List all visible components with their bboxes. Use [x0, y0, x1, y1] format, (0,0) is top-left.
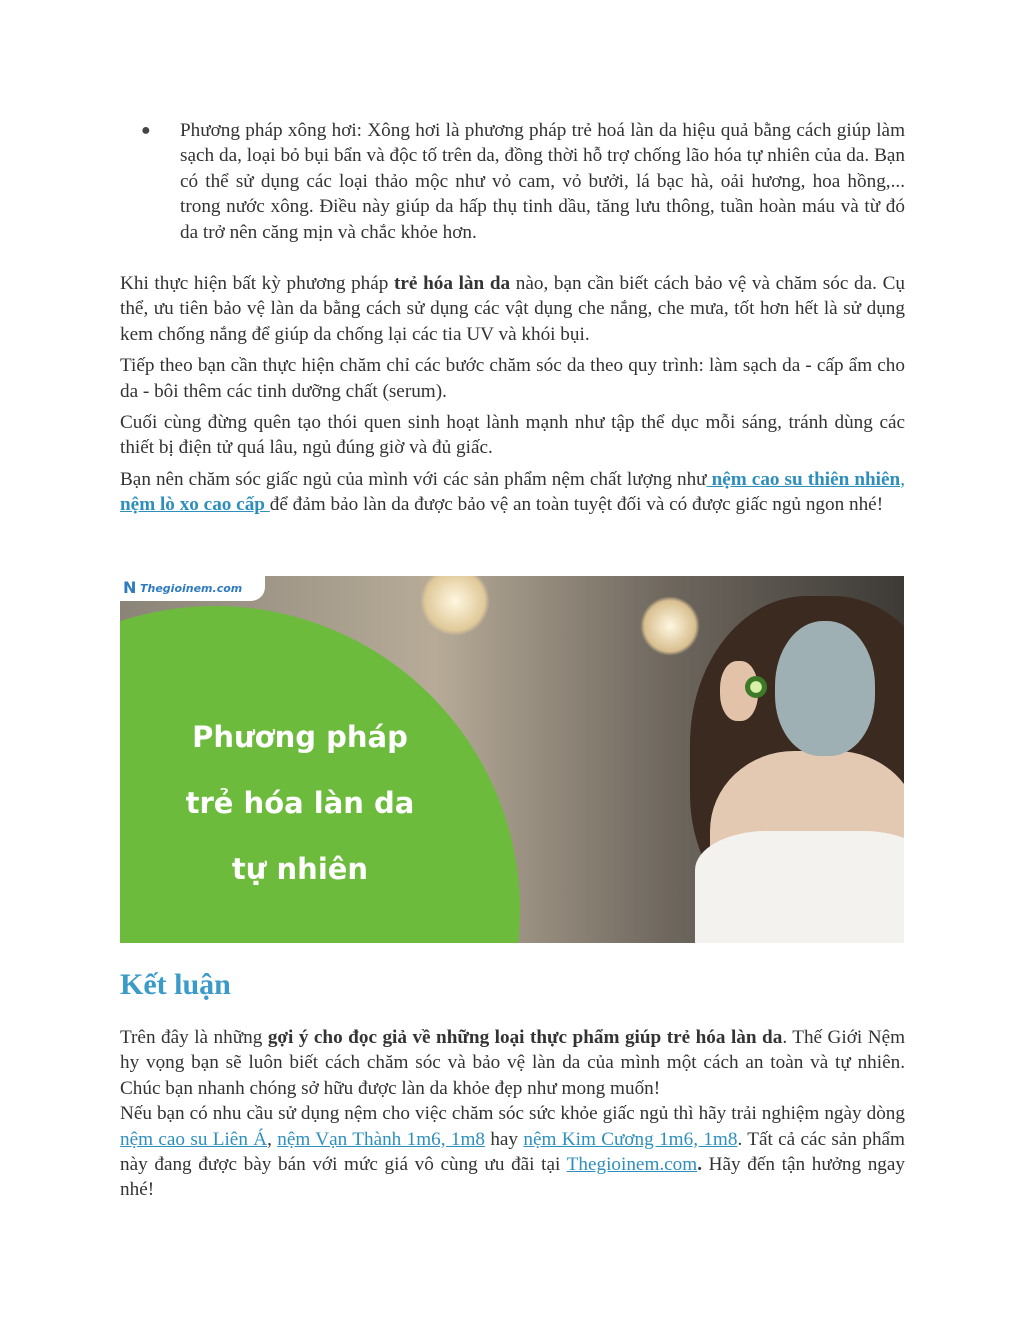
lamp-light: [420, 576, 490, 636]
link-thegioinem[interactable]: Thegioinem.com: [566, 1154, 698, 1176]
face-mask: [775, 621, 875, 756]
hero-image: [120, 576, 904, 943]
conclusion-body: [120, 1025, 905, 1203]
paragraph-recommend: [120, 1101, 905, 1203]
logo-mark-icon: N: [123, 578, 137, 597]
link-nem-cao-su-thien-nhien[interactable]: nệm cao su thiên nhiên: [706, 468, 901, 490]
paragraph-protect: [120, 271, 905, 347]
paragraph-text: Hãy đến tận hưởng ngay nhé!: [120, 1154, 905, 1201]
link-nem-cao-su-lien-a[interactable]: nệm cao su Liên Á: [120, 1128, 268, 1150]
article-body: [120, 118, 905, 518]
link-nem-kim-cuong[interactable]: nệm Kim Cương 1m6, 1m8: [523, 1128, 738, 1150]
bullet-list: [120, 118, 905, 245]
link-nem-lo-xo-cao-cap[interactable]: nệm lò xo cao cấp: [120, 494, 270, 516]
paragraph-products: [120, 467, 905, 518]
paragraph-text: . Tất cả các sản phẩm này đang được bày bán với mức giá vô cùng ưu đãi tại: [120, 1128, 905, 1176]
paragraph-text: Bạn nên chăm sóc giấc ngủ của mình với các sản phẩm nệm chất lượng như: [120, 468, 707, 490]
lamp-light: [640, 596, 700, 656]
paragraph-habits: Cuối cùng đừng quên tạo thói quen sinh hoạt lành mạnh như tập thể dục mỗi sáng, tránh dùng các thiết bị điện tử quá lâu, ngủ đúng giờ và đủ giấc.: [120, 412, 905, 459]
section-heading: Kết luận: [120, 968, 231, 1001]
hero-title: [150, 704, 450, 902]
paragraph-text: để đảm bảo làn da được bảo vệ an toàn tuyệt đối và có được giấc ngủ ngon nhé!: [269, 494, 884, 516]
paragraph-text: Khi thực hiện bất kỳ phương pháp: [120, 273, 395, 295]
hero-title-line: Phương pháp: [192, 720, 408, 754]
separator-text: hay: [484, 1128, 524, 1150]
bold-keyword: trẻ hóa làn da: [394, 273, 511, 295]
paragraph-text: nào, bạn cần biết cách bảo vệ và chăm sóc da. Cụ thể, ưu tiên bảo vệ làn da bằng cách sử dụng các vật dụng che nắng, che mưa, tốt hơn hết là sử dụng kem chống nắng để giúp da chống lại các tia UV và khói bụi.: [120, 273, 905, 345]
bullet-text: Phương pháp xông hơi: Xông hơi là phương pháp trẻ hoá làn da hiệu quả bằng cách giúp làm sạch da, loại bỏ bụi bẩn và độc tố trên da, đồng thời hỗ trợ chống lão hóa tự nhiên của da. Bạn có thể sử dụng các loại thảo mộc như vỏ cam, vỏ bưởi, lá bạc hà, oải hương, hoa hồng,... trong nước xông. Điều này giúp da hấp thụ tinh dầu, tăng lưu thông, tuần hoàn máu và từ đó da trở nên căng mịn và chắc khỏe hơn.: [180, 120, 905, 243]
cucumber-slice-icon: [745, 676, 767, 698]
paragraph-text: . Thế Giới Nệm hy vọng bạn sẽ luôn biết cách chăm sóc và bảo vệ làn da của mình một cách an toàn và tự nhiên. Chúc bạn nhanh chóng sở hữu được làn da khỏe đẹp như mong muốn!: [120, 1027, 906, 1099]
bold-keyword: gợi ý cho đọc giả về những loại thực phẩm giúp trẻ hóa làn da: [267, 1027, 783, 1048]
logo-text: Thegioinem.com: [140, 582, 243, 595]
paragraph-text: Trên đây là những: [120, 1027, 268, 1048]
paragraph-text: Nếu bạn có nhu cầu sử dụng nệm cho việc chăm sóc sức khỏe giấc ngủ thì hãy trải nghiệm ngày dòng: [120, 1103, 905, 1125]
paragraph-routine: Tiếp theo bạn cần thực hiện chăm chỉ các bước chăm sóc da theo quy trình: làm sạch da - cấp ẩm cho da - bôi thêm các tinh dưỡng chất (serum).: [120, 355, 905, 402]
link-separator: ,: [900, 468, 905, 490]
separator-text: ,: [267, 1128, 278, 1150]
towel: [695, 831, 904, 943]
bold-dot: .: [697, 1154, 702, 1176]
list-item: [141, 118, 905, 245]
bullet-dot-icon: ●: [141, 122, 151, 139]
paragraph-conclusion: [120, 1025, 905, 1101]
hero-title-line: trẻ hóa làn da: [185, 786, 415, 820]
brand-logo: [120, 576, 265, 601]
link-nem-van-thanh[interactable]: nệm Vạn Thành 1m6, 1m8: [277, 1128, 485, 1150]
hero-title-line: tự nhiên: [231, 852, 369, 886]
